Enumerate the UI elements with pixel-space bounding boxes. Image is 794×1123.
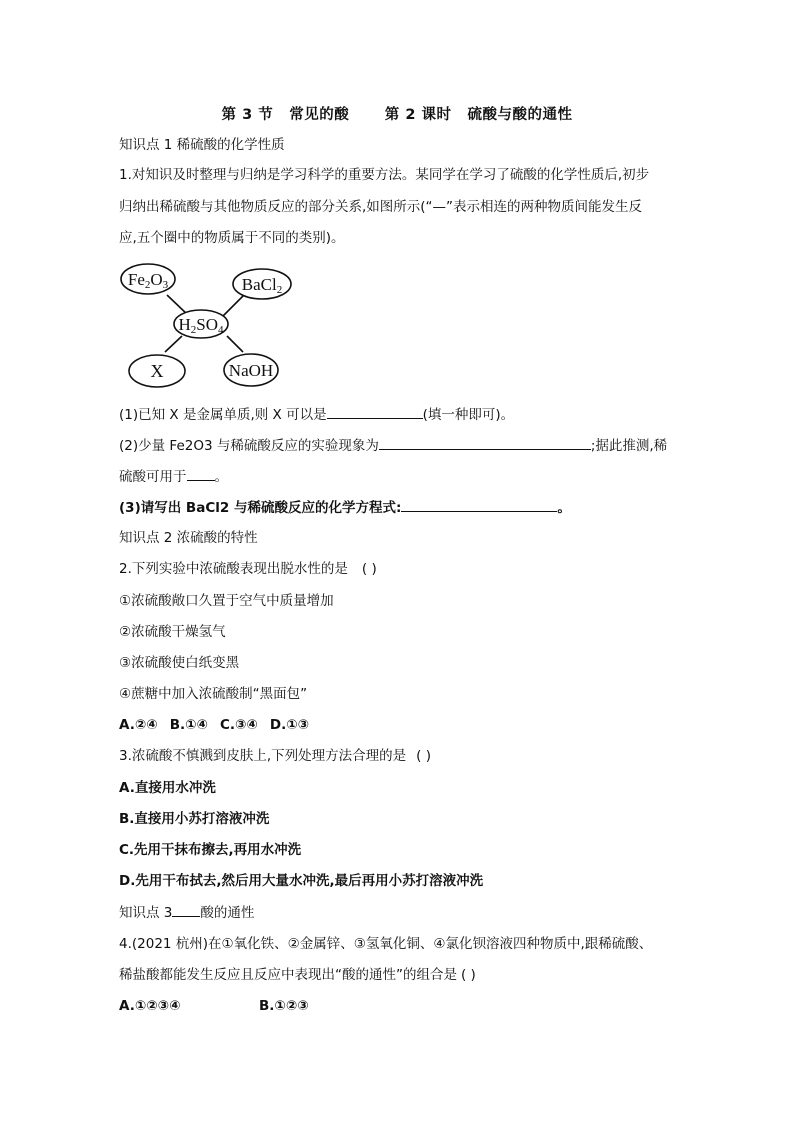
knowledge-point-2: 知识点 2 浓硫酸的特性 bbox=[119, 530, 258, 546]
q4-stem-line-2 bbox=[119, 966, 476, 984]
q2-option-c[interactable]: C.③④ bbox=[219, 717, 258, 733]
q2-stem-text: 2.下列实验中浓硫酸表现出脱水性的是 bbox=[119, 561, 348, 577]
reaction-diagram bbox=[119, 260, 299, 392]
q2-stem bbox=[119, 560, 377, 578]
q2-option-a[interactable]: A.②④ bbox=[119, 717, 158, 733]
q1-sub-1-blank[interactable] bbox=[327, 405, 423, 419]
q1-sub-1-text: (1)已知 X 是金属单质,则 X 可以是 bbox=[119, 407, 327, 423]
q1-stem-line-2: 归纳出稀硫酸与其他物质反应的部分关系,如图所示(“—”表示相连的两种物质间能发生反 bbox=[119, 199, 643, 215]
q1-sub-2-text: (2)少量 Fe2O3 与稀硫酸反应的实验现象为 bbox=[119, 438, 379, 454]
q2-answer-paren[interactable]: ( ) bbox=[361, 561, 377, 577]
q4-option-b[interactable]: B.①②③ bbox=[259, 998, 309, 1014]
q4-options bbox=[119, 997, 309, 1015]
q2-option-d[interactable]: D.①③ bbox=[269, 717, 310, 733]
kp3-topic: 酸的通性 bbox=[200, 905, 255, 921]
label-h2so4: H2SO4 bbox=[178, 315, 224, 336]
link-bacl2 bbox=[223, 295, 244, 316]
q3-option-b[interactable]: B.直接用小苏打溶液冲洗 bbox=[119, 811, 270, 827]
q1-stem-line-3: 应,五个圈中的物质属于不同的类别)。 bbox=[119, 230, 345, 246]
q1-sub-2-blank-b[interactable] bbox=[187, 467, 215, 481]
kp3-blank[interactable] bbox=[172, 903, 200, 917]
q3-answer-paren[interactable]: ( ) bbox=[416, 748, 431, 764]
q1-sub-1 bbox=[119, 405, 514, 424]
q1-sub-2-text-d: 。 bbox=[214, 469, 228, 485]
q4-stem-text: 稀盐酸都能发生反应且反应中表现出“酸的通性”的组合是 bbox=[119, 967, 457, 983]
q3-option-d[interactable]: D.先用干布拭去,然后用大量水冲洗,最后再用小苏打溶液冲洗 bbox=[119, 873, 484, 889]
label-bacl2: BaCl2 bbox=[241, 275, 283, 296]
q2-option-b[interactable]: B.①④ bbox=[169, 717, 208, 733]
knowledge-point-3 bbox=[119, 903, 254, 922]
q3-option-c[interactable]: C.先用干抹布擦去,再用水冲洗 bbox=[119, 842, 302, 858]
label-fe2o3: Fe2O3 bbox=[127, 270, 169, 291]
q1-sub-2-cont bbox=[119, 467, 228, 486]
kp3-label: 知识点 3 bbox=[119, 905, 173, 921]
title-subtitle: 硫酸与酸的通性 bbox=[467, 107, 573, 123]
q1-sub-2-blank[interactable] bbox=[379, 436, 591, 450]
q4-stem-line-1: 4.(2021 杭州)在①氧化铁、②金属锌、③氢氧化铜、④氯化钡溶液四种物质中,跟稀硫酸、 bbox=[119, 936, 653, 952]
q2-item-3: ③浓硫酸使白纸变黑 bbox=[119, 655, 240, 671]
q1-sub-3-end: 。 bbox=[557, 500, 571, 516]
title-lesson: 第 2 课时 bbox=[384, 107, 452, 123]
label-x: X bbox=[150, 361, 164, 381]
title-section: 第 3 节 bbox=[221, 107, 274, 123]
q1-sub-2-text-b: ;据此推测,稀 bbox=[590, 438, 668, 454]
label-naoh: NaOH bbox=[228, 361, 274, 380]
knowledge-point-1: 知识点 1 稀硫酸的化学性质 bbox=[119, 137, 285, 153]
link-naoh bbox=[227, 336, 243, 352]
q1-sub-1-hint: (填一种即可)。 bbox=[422, 407, 515, 423]
q2-item-1: ①浓硫酸敞口久置于空气中质量增加 bbox=[119, 593, 334, 609]
page-title bbox=[0, 103, 794, 124]
q1-sub-2-text-c: 硫酸可用于 bbox=[119, 469, 187, 485]
q1-sub-3-blank[interactable] bbox=[401, 498, 557, 512]
q2-options bbox=[119, 716, 321, 734]
q4-answer-paren[interactable]: ( ) bbox=[461, 967, 476, 983]
title-topic: 常见的酸 bbox=[289, 107, 350, 123]
q4-option-a[interactable]: A.①②③④ bbox=[119, 998, 181, 1014]
q1-sub-3 bbox=[119, 498, 571, 517]
q2-item-2: ②浓硫酸干燥氢气 bbox=[119, 624, 226, 640]
q3-stem-text: 3.浓硫酸不慎溅到皮肤上,下列处理方法合理的是 bbox=[119, 748, 407, 764]
q3-stem bbox=[119, 747, 431, 765]
q1-stem-line-1: 1.对知识及时整理与归纳是学习科学的重要方法。某同学在学习了硫酸的化学性质后,初步 bbox=[119, 167, 650, 183]
q3-option-a[interactable]: A.直接用水冲洗 bbox=[119, 780, 216, 796]
q1-sub-2 bbox=[119, 436, 667, 455]
q1-sub-3-text: (3)请写出 BaCl2 与稀硫酸反应的化学方程式: bbox=[119, 500, 402, 516]
link-x bbox=[165, 336, 182, 352]
q2-item-4: ④蔗糖中加入浓硫酸制“黑面包” bbox=[119, 686, 308, 702]
